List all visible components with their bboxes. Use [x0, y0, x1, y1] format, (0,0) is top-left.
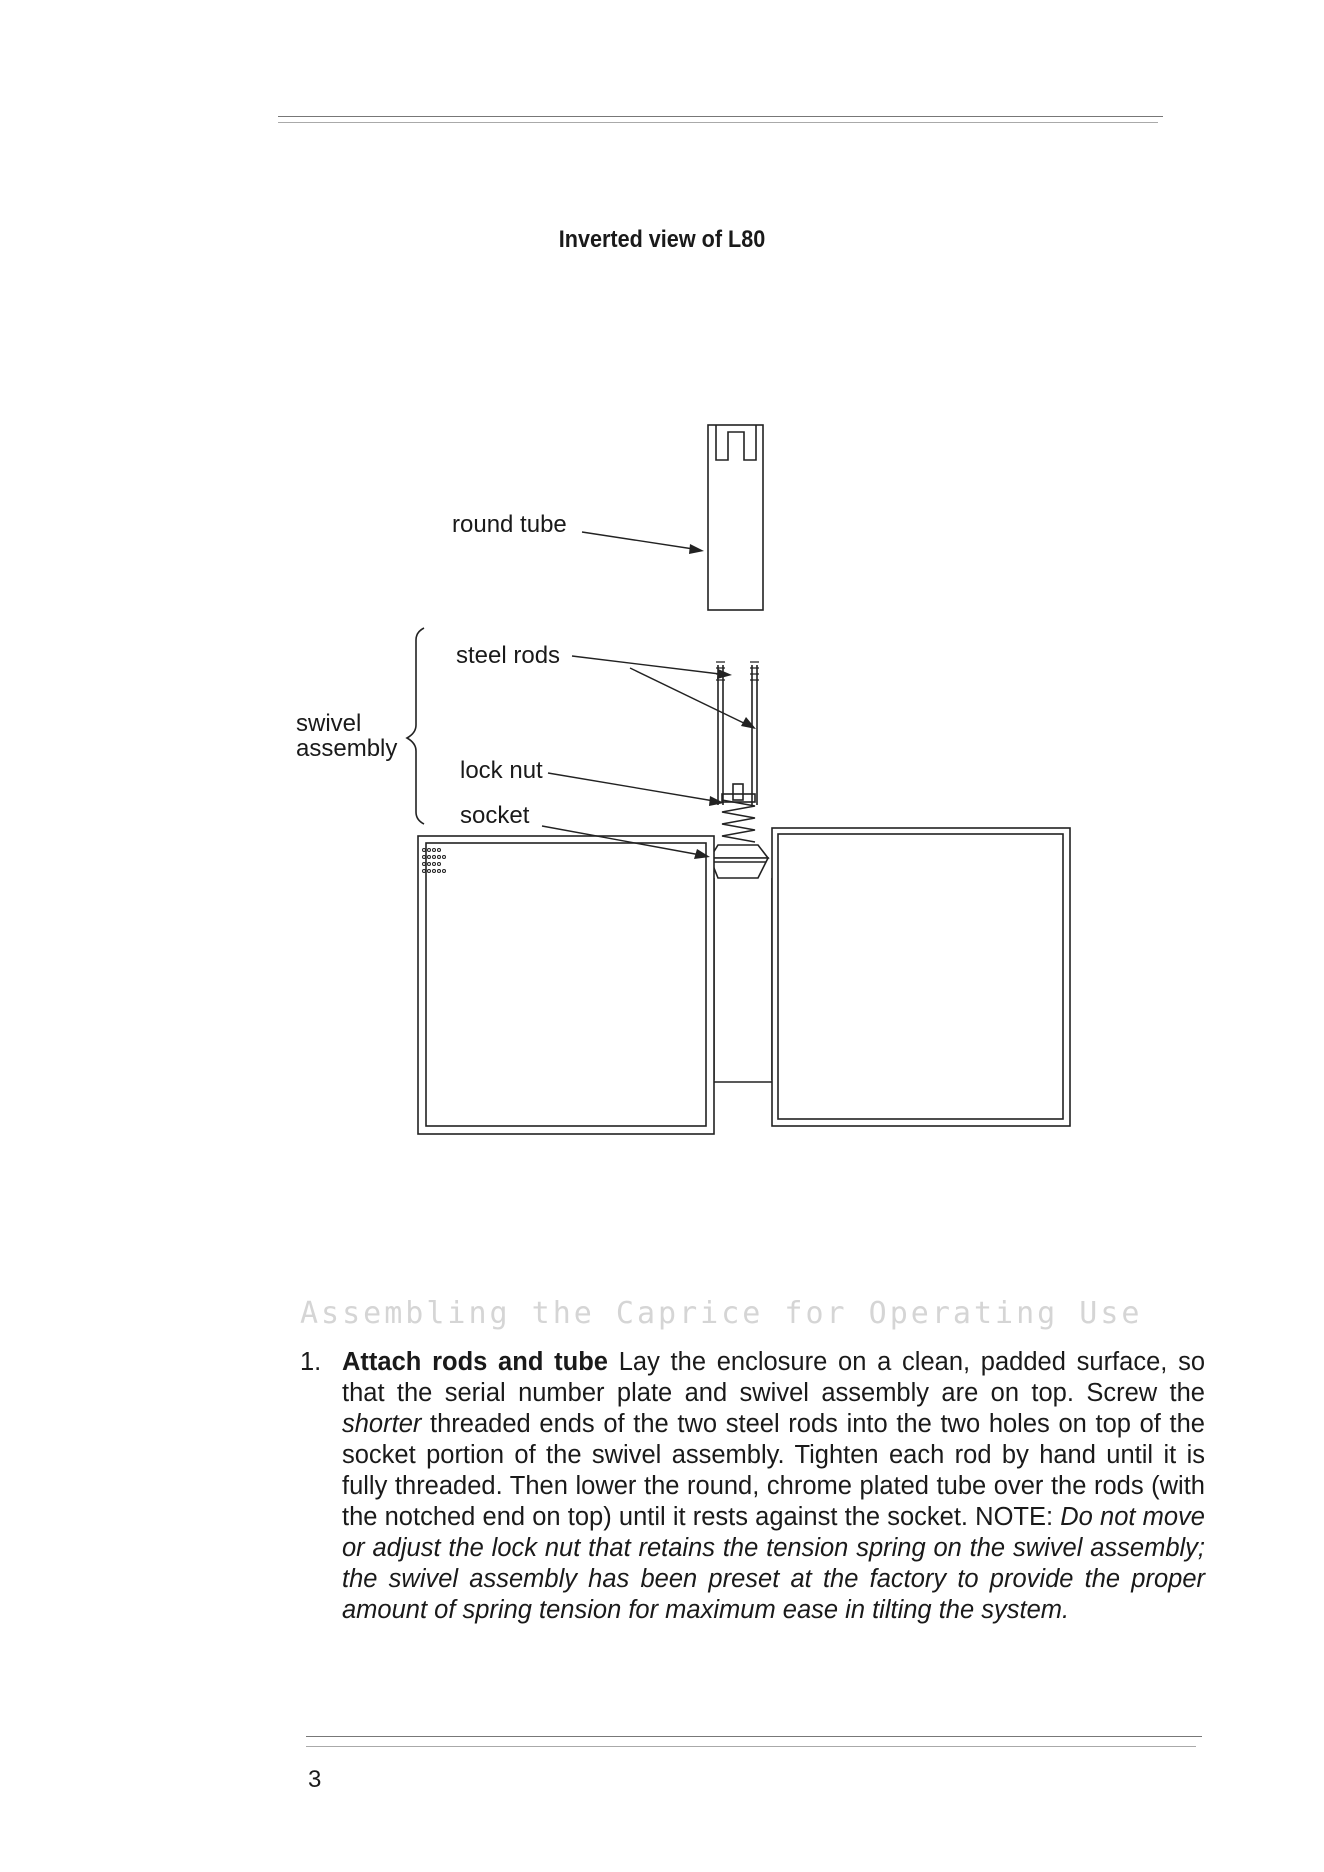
step-heading: Attach rods and tube: [342, 1348, 608, 1376]
socket: [710, 845, 768, 878]
bottom-rule-2: [306, 1746, 1196, 1747]
bottom-rule: [306, 1736, 1202, 1737]
figure-title: Inverted view of L80: [558, 226, 766, 253]
swivel-assembly-bracket: [407, 628, 424, 824]
page-number: 3: [308, 1766, 322, 1793]
step-note: Do not move or adjust the lock nut that retains the tension spring on the swivel assembly; the swivel assembly has been preset at the factory to provide the proper amount of spring tension for maximum ease in tilting the system.: [342, 1503, 1205, 1624]
lock-nut-label: lock nut: [460, 757, 543, 784]
socket-label: socket: [460, 802, 530, 829]
center-post: [714, 878, 772, 1082]
step-body: [342, 1347, 1205, 1626]
section-heading-faint: Assembling the Caprice for Operating Use: [300, 1296, 1143, 1331]
step-number: 1.: [300, 1348, 322, 1376]
round-tube: [708, 425, 763, 610]
lock-nut-and-spring: [722, 784, 755, 842]
swivel-label: swivel: [296, 710, 362, 737]
step-1: [300, 1347, 1205, 1626]
right-panel: [772, 828, 1070, 1126]
left-panel: [418, 836, 714, 1134]
steel-rods-label: steel rods: [456, 642, 561, 669]
round-tube-label: round tube: [452, 511, 567, 538]
step-text-1: Lay the enclosure on a clean, padded surface, so that the serial number plate and swivel assembly are on top. Screw the: [342, 1348, 1206, 1407]
assembly-label: assembly: [296, 735, 398, 762]
step-emphasis-shorter: shorter: [342, 1410, 422, 1438]
step-text-2: threaded ends of the two steel rods into the two holes on top of the socket portion of the swivel assembly. Tighten each rod by hand until it is fully threaded. Then lower the round, chrome plated tube over the rods (with the notched end on top) until it rests against the socket. NOTE:: [342, 1410, 1205, 1531]
